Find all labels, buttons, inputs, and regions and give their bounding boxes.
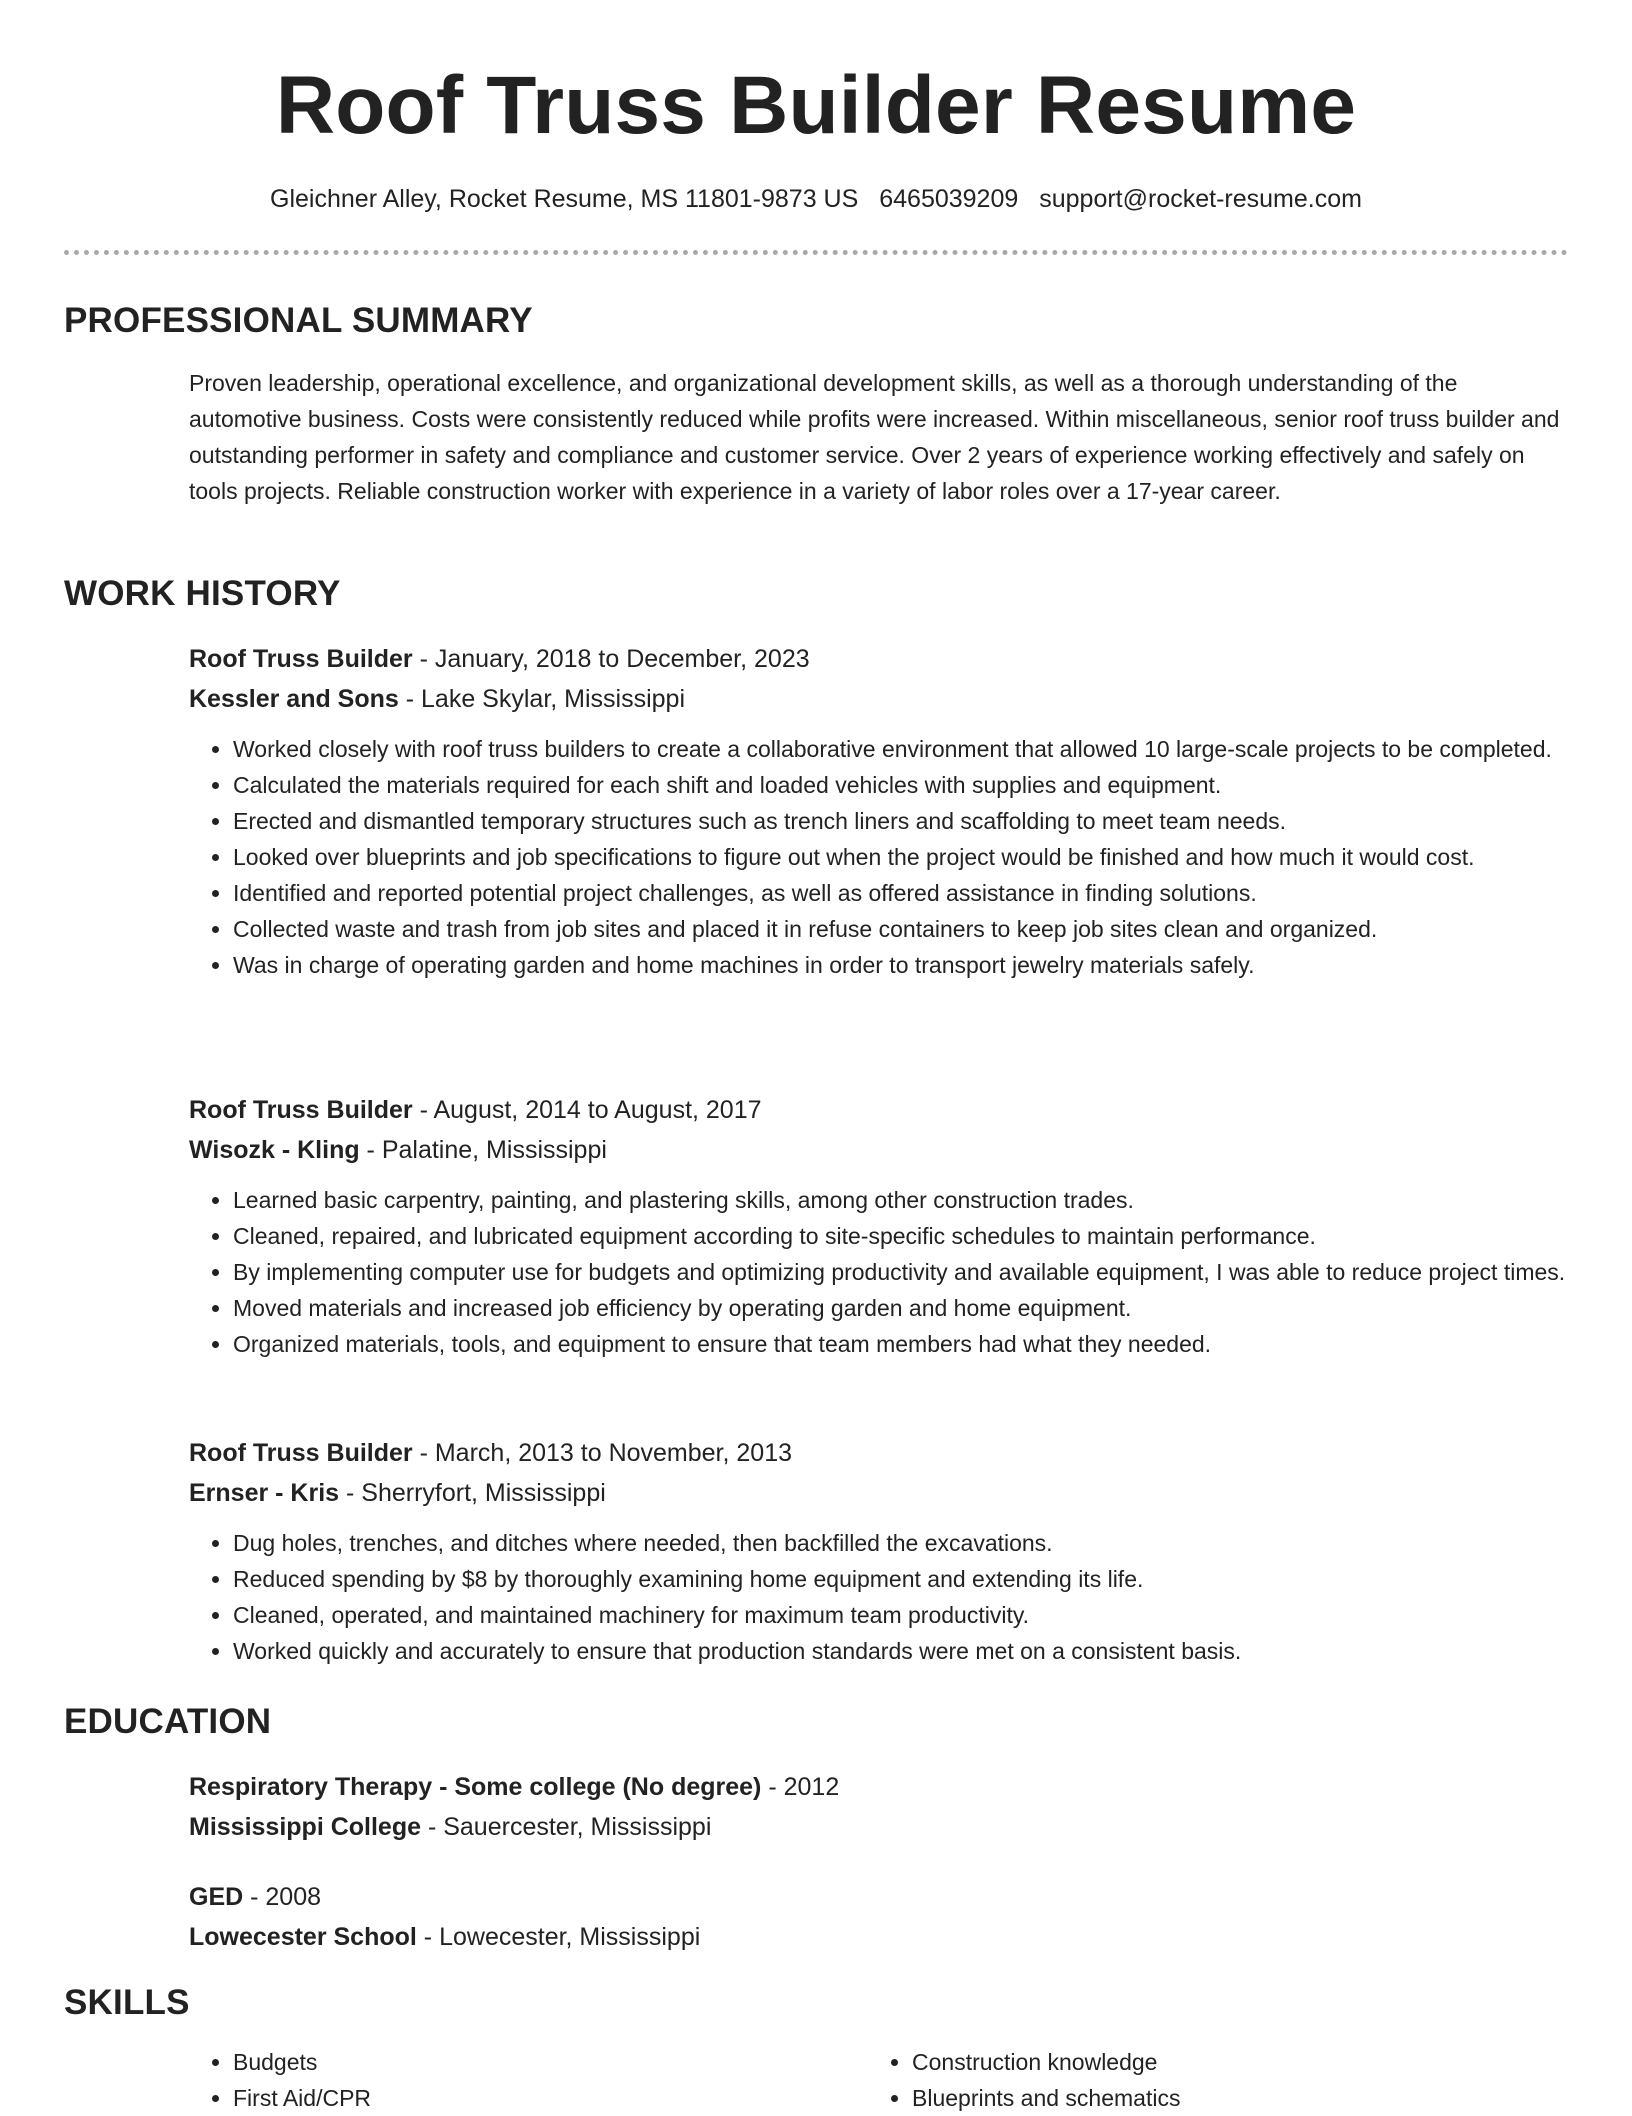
- job-bullet: • Looked over blueprints and job specifications to figure out when the project would be finished and how much it would cost.: [233, 839, 1569, 875]
- skill-item: • First Aid/CPR: [233, 2080, 893, 2116]
- job-bullet: • Collected waste and trash from job sites and placed it in refuse containers to keep job sites clean and organized.: [233, 911, 1569, 947]
- job-bullet: • Cleaned, repaired, and lubricated equipment according to site-specific schedules to maintain performance.: [233, 1218, 1569, 1254]
- job-bullet: • Cleaned, operated, and maintained machinery for maximum team productivity.: [233, 1597, 1569, 1633]
- education-school-line: [189, 1807, 1569, 1847]
- job-bullet: • Identified and reported potential project challenges, as well as offered assistance in finding solutions.: [233, 875, 1569, 911]
- job-bullets: [189, 731, 1569, 983]
- job-bullets: [189, 1182, 1569, 1362]
- education-year: - 2008: [243, 1883, 322, 1911]
- job-bullet: • Organized materials, tools, and equipment to ensure that team members had what they needed.: [233, 1326, 1569, 1362]
- education-year: - 2012: [761, 1773, 840, 1801]
- job-title-line: [189, 1090, 1569, 1130]
- skill-item: • Budgets: [233, 2044, 893, 2080]
- resume-title: Roof Truss Builder Resume: [275, 60, 1357, 151]
- section-heading-summary: PROFESSIONAL SUMMARY: [64, 301, 533, 340]
- section-heading-education: EDUCATION: [64, 1702, 272, 1741]
- job-bullet: • Was in charge of operating garden and home machines in order to transport jewelry materials safely.: [233, 947, 1569, 983]
- job-dates: - August, 2014 to August, 2017: [412, 1096, 762, 1124]
- job-bullet: • Erected and dismantled temporary structures such as trench liners and scaffolding to meet team needs.: [233, 803, 1569, 839]
- education-location: - Lowecester, Mississippi: [416, 1923, 701, 1951]
- contact-address: Gleichner Alley, Rocket Resume, MS 11801-9873 US: [270, 185, 859, 213]
- education-school: Lowecester School: [189, 1923, 417, 1951]
- job-title: Roof Truss Builder: [189, 645, 413, 673]
- job-company: Wisozk - Kling: [189, 1136, 360, 1164]
- job-title: Roof Truss Builder: [189, 1439, 413, 1467]
- skill-item: • Blueprints and schematics: [912, 2080, 1572, 2116]
- education-school-line: [189, 1917, 1569, 1957]
- skills-column-right: [868, 2044, 1572, 2116]
- job-title-line: [189, 639, 1569, 679]
- job-company: Ernser - Kris: [189, 1479, 340, 1507]
- job-location: - Lake Skylar, Mississippi: [398, 685, 686, 713]
- job-dates: - January, 2018 to December, 2023: [412, 645, 810, 673]
- contact-email: support@rocket-resume.com: [1039, 185, 1362, 213]
- section-heading-work-history: WORK HISTORY: [64, 574, 341, 613]
- job-title-line: [189, 1433, 1569, 1473]
- job-company-line: [189, 1473, 1569, 1513]
- job-dates: - March, 2013 to November, 2013: [412, 1439, 793, 1467]
- job-company: Kessler and Sons: [189, 685, 399, 713]
- job-title: Roof Truss Builder: [189, 1096, 413, 1124]
- job-bullet: • By implementing computer use for budgets and optimizing productivity and available equipment, I was able to reduce project times.: [233, 1254, 1569, 1290]
- education-degree-line: [189, 1877, 1569, 1917]
- job-entry: [189, 1433, 1569, 1669]
- section-heading-skills: SKILLS: [64, 1983, 190, 2022]
- job-bullet: • Reduced spending by $8 by thoroughly examining home equipment and extending its life.: [233, 1561, 1569, 1597]
- education-degree: Respiratory Therapy - Some college (No degree): [189, 1773, 762, 1801]
- contact-phone: 6465039209: [879, 185, 1019, 213]
- skills-column-left: [189, 2044, 893, 2116]
- education-degree: GED: [189, 1883, 244, 1911]
- job-bullet: • Worked quickly and accurately to ensure that production standards were met on a consistent basis.: [233, 1633, 1569, 1669]
- contact-line: [0, 182, 1632, 216]
- job-bullet: • Dug holes, trenches, and ditches where needed, then backfilled the excavations.: [233, 1525, 1569, 1561]
- job-company-line: [189, 1130, 1569, 1170]
- header-divider: [64, 250, 1568, 255]
- job-bullet: • Worked closely with roof truss builders to create a collaborative environment that allowed 10 large-scale projects to be completed.: [233, 731, 1569, 767]
- education-school: Mississippi College: [189, 1813, 422, 1841]
- education-location: - Sauercester, Mississippi: [421, 1813, 712, 1841]
- job-location: - Sherryfort, Mississippi: [339, 1479, 606, 1507]
- summary-text: Proven leadership, operational excellence, and organizational development skills, as well as a thorough understanding of the automotive business. Costs were consistently reduced while profits were increased. Within miscellaneous, senior roof truss builder and outstanding performer in safety and compliance and customer service. Over 2 years of experience working effectively and safely on tools projects. Reliable construction worker with experience in a variety of labor roles over a 17-year career.: [189, 370, 1560, 504]
- education-entry: [189, 1767, 1569, 1847]
- job-bullet: • Calculated the materials required for each shift and loaded vehicles with supplies and equipment.: [233, 767, 1569, 803]
- job-bullets: [189, 1525, 1569, 1669]
- job-bullet: • Moved materials and increased job efficiency by operating garden and home equipment.: [233, 1290, 1569, 1326]
- education-entry: [189, 1877, 1569, 1957]
- education-degree-line: [189, 1767, 1569, 1807]
- job-entry: [189, 1090, 1569, 1362]
- job-entry: [189, 639, 1569, 983]
- job-bullet: • Learned basic carpentry, painting, and plastering skills, among other construction trades.: [233, 1182, 1569, 1218]
- skill-item: • Construction knowledge: [912, 2044, 1572, 2080]
- job-company-line: [189, 679, 1569, 719]
- job-location: - Palatine, Mississippi: [359, 1136, 607, 1164]
